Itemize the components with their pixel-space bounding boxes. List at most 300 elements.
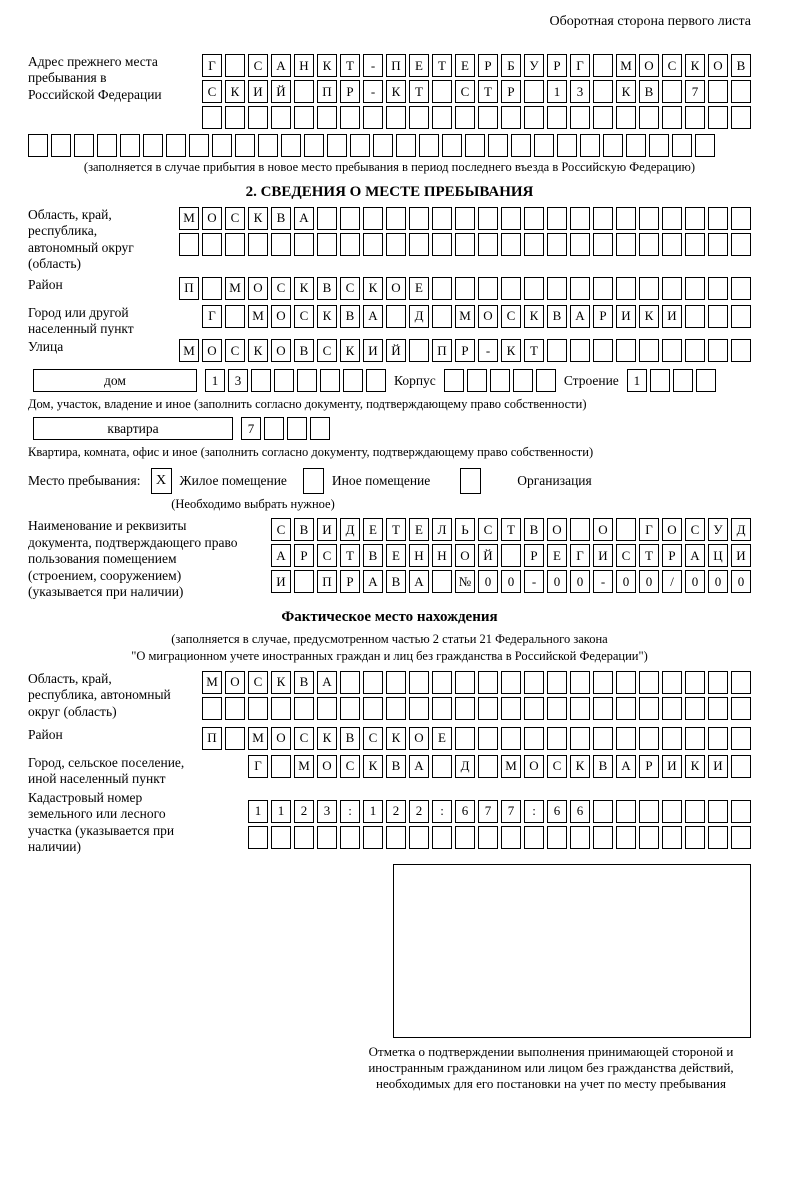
grid-cell [662,727,682,750]
grid-cell: Т [340,544,360,567]
grid-cell [264,417,284,440]
grid-cell [258,134,278,157]
grid-cell [343,369,363,392]
grid-cell: С [662,54,682,77]
grid-cell [708,727,728,750]
grid-cell: Д [731,518,751,541]
grid-cell: Т [524,339,544,362]
stay-type-block [28,468,751,494]
grid-cell [340,233,360,256]
grid-cell [248,697,268,720]
grid-cell: - [363,80,383,103]
grid-cell: Д [340,518,360,541]
grid-cell: В [294,339,314,362]
grid-cell [478,697,498,720]
grid-cell [432,233,452,256]
grid-cell: У [708,518,728,541]
grid-cell [442,134,462,157]
grid-cell [271,697,291,720]
grid-cell [639,106,659,129]
grid-cell: Р [455,339,475,362]
cadastral-grid [248,800,751,852]
grid-cell [51,134,71,157]
grid-cell [202,697,222,720]
grid-cell: К [501,339,521,362]
grid-cell: О [317,755,337,778]
district-grid [179,277,751,300]
grid-cell [432,277,452,300]
grid-cell [685,671,705,694]
grid-cell: 0 [731,570,751,593]
grid-cell: 3 [317,800,337,823]
grid-cell [396,134,416,157]
grid-cell [695,134,715,157]
grid-cell [166,134,186,157]
grid-cell [662,800,682,823]
grid-cell: Е [386,544,406,567]
grid-cell: К [225,80,245,103]
grid-cell: М [202,671,222,694]
grid-cell [547,671,567,694]
grid-cell: 7 [478,800,498,823]
grid-cell: В [340,305,360,328]
grid-cell [386,305,406,328]
grid-cell: М [248,305,268,328]
grid-cell [317,233,337,256]
grid-cell: В [547,305,567,328]
grid-cell: - [593,570,613,593]
grid-cell [593,727,613,750]
grid-cell: С [363,727,383,750]
grid-cell: В [593,755,613,778]
grid-cell: М [294,755,314,778]
grid-cell: Т [432,54,452,77]
grid-cell [685,697,705,720]
grid-cell: О [524,755,544,778]
grid-cell: Е [547,544,567,567]
grid-cell: Т [386,518,406,541]
grid-cell [650,369,670,392]
grid-cell [363,233,383,256]
grid-cell: С [225,207,245,230]
grid-cell: В [294,518,314,541]
grid-cell: И [593,544,613,567]
grid-cell [570,277,590,300]
grid-cell [685,339,705,362]
grid-cell [673,369,693,392]
grid-cell [524,826,544,849]
fact-region-row-2 [202,697,751,720]
section3-heading: Фактическое место нахождения [281,608,498,625]
fact-region-row-1 [202,671,751,694]
grid-cell [340,826,360,849]
grid-cell [467,369,487,392]
grid-cell [639,233,659,256]
grid-cell [455,207,475,230]
grid-cell: В [340,727,360,750]
grid-cell: Т [501,518,521,541]
prev-address-block [28,54,751,132]
grid-cell: А [294,207,314,230]
grid-cell [524,697,544,720]
grid-cell: С [248,54,268,77]
grid-cell [708,697,728,720]
grid-cell: Й [478,544,498,567]
house-note: Дом, участок, владение и иное (заполнить согласно документу, подтверждающему право собственности) [28,397,587,412]
grid-cell: 0 [478,570,498,593]
grid-cell [696,369,716,392]
grid-cell: П [432,339,452,362]
document-row-1 [271,518,751,541]
grid-cell [570,671,590,694]
grid-cell: Р [662,544,682,567]
grid-cell: 0 [708,570,728,593]
region-label: Область, край, республика, автономный округ (область) [28,206,134,272]
grid-cell [524,277,544,300]
grid-cell [225,727,245,750]
grid-cell: К [639,305,659,328]
grid-cell: 6 [547,800,567,823]
prev-address-label: Адрес прежнего места пребывания в Российской Федерации [28,54,162,102]
grid-cell: С [685,518,705,541]
grid-cell [386,697,406,720]
grid-cell [501,727,521,750]
grid-cell [225,305,245,328]
grid-cell: Д [409,305,429,328]
grid-cell [455,671,475,694]
grid-cell: А [363,305,383,328]
grid-cell [662,233,682,256]
grid-cell: 6 [570,800,590,823]
region-row-1 [179,207,751,230]
grid-cell [432,80,452,103]
fact-city-label: Город, сельское поселение, иной населенный пункт [28,754,185,787]
grid-cell [478,671,498,694]
grid-cell: Ц [708,544,728,567]
grid-cell [444,369,464,392]
grid-cell: 0 [570,570,590,593]
grid-cell: С [248,671,268,694]
grid-cell: О [225,671,245,694]
fact-district-label: Район [28,726,63,742]
grid-cell: Е [409,54,429,77]
grid-cell [639,207,659,230]
grid-cell: О [547,518,567,541]
grid-cell: Й [271,80,291,103]
stay-type-label: Место пребывания: [28,472,141,488]
grid-cell: К [386,727,406,750]
grid-cell: О [593,518,613,541]
grid-cell: С [294,727,314,750]
grid-cell [294,233,314,256]
grid-cell: Б [501,54,521,77]
grid-cell [271,106,291,129]
grid-cell: 1 [547,80,567,103]
grid-cell [225,233,245,256]
grid-cell: К [317,727,337,750]
grid-cell [501,544,521,567]
grid-cell [731,207,751,230]
stay-option-residential-checkbox: X [151,468,172,494]
grid-cell [524,233,544,256]
grid-cell [662,80,682,103]
grid-cell [501,233,521,256]
grid-cell [662,671,682,694]
city-label: Город или другой населенный пункт [28,304,134,336]
grid-cell: / [662,570,682,593]
grid-cell: Т [639,544,659,567]
grid-cell [593,697,613,720]
grid-cell: Л [432,518,452,541]
document-label: Наименование и реквизиты документа, подтверждающего право пользования помещением (строением, сооружением) (указывается при наличии) [28,518,238,600]
grid-cell [524,207,544,230]
grid-cell: И [248,80,268,103]
prev-address-note: (заполняется в случае прибытия в новое место пребывания в период последнего въезда в Российскую Федерацию) [83,160,696,174]
grid-cell [547,826,567,849]
grid-cell [386,207,406,230]
grid-cell [320,369,340,392]
grid-cell: Ь [455,518,475,541]
grid-cell: Е [432,727,452,750]
stay-option-organization-checkbox [460,468,481,494]
grid-cell: И [708,755,728,778]
apartment-note: Квартира, комната, офис и иное (заполнить согласно документу, подтверждающему право собственности) [28,445,594,460]
section3-note-1: (заполняется в случае, предусмотренном частью 2 статьи 21 Федерального закона [171,631,608,646]
section2-heading: 2. СВЕДЕНИЯ О МЕСТЕ ПРЕБЫВАНИЯ [245,183,534,200]
stay-option-residential-label: Жилое помещение [179,472,287,488]
grid-cell [534,134,554,157]
grid-cell [409,697,429,720]
grid-cell: В [524,518,544,541]
grid-cell [386,106,406,129]
grid-cell: И [271,570,291,593]
grid-cell: О [409,727,429,750]
grid-cell: О [271,727,291,750]
grid-cell: С [202,80,222,103]
grid-cell [248,106,268,129]
grid-cell [593,339,613,362]
grid-cell [409,671,429,694]
grid-cell: - [363,54,383,77]
grid-cell [465,134,485,157]
grid-cell [248,233,268,256]
grid-cell [708,339,728,362]
grid-cell: М [179,339,199,362]
grid-cell: 3 [570,80,590,103]
grid-cell [455,727,475,750]
grid-cell: 0 [685,570,705,593]
grid-cell [685,233,705,256]
grid-cell: В [294,671,314,694]
grid-cell [731,727,751,750]
grid-cell: Г [202,305,222,328]
document-grid [271,518,751,596]
grid-cell [271,826,291,849]
grid-cell [524,727,544,750]
grid-cell [708,826,728,849]
grid-cell [179,233,199,256]
grid-cell: Р [294,544,314,567]
grid-cell: С [478,518,498,541]
grid-cell: К [524,305,544,328]
prev-address-grid [202,54,751,132]
grid-cell: К [616,80,636,103]
grid-cell [488,134,508,157]
grid-cell [662,697,682,720]
grid-cell: П [202,727,222,750]
grid-cell: М [616,54,636,77]
city-block [28,305,751,338]
grid-cell: А [363,570,383,593]
grid-cell [501,697,521,720]
grid-cell: И [317,518,337,541]
region-block [28,207,751,273]
grid-cell [287,417,307,440]
stay-type-note: (Необходимо выбрать нужное) [171,496,335,511]
grid-cell [501,277,521,300]
district-block [28,277,751,303]
grid-cell: А [317,671,337,694]
street-label: Улица [28,339,64,355]
grid-cell: Е [409,277,429,300]
grid-cell: А [616,755,636,778]
grid-cell [478,207,498,230]
grid-cell: : [524,800,544,823]
grid-cell [409,207,429,230]
region-row-2 [179,233,751,256]
grid-cell: О [271,305,291,328]
grid-cell: 7 [685,80,705,103]
document-block [28,518,751,600]
grid-cell [419,134,439,157]
grid-cell [731,826,751,849]
grid-cell [294,697,314,720]
grid-cell [274,369,294,392]
grid-cell [731,305,751,328]
grid-cell [570,697,590,720]
grid-cell [662,339,682,362]
grid-cell [455,826,475,849]
grid-cell: М [501,755,521,778]
grid-cell [340,697,360,720]
grid-cell [708,671,728,694]
grid-cell [363,106,383,129]
grid-cell: Р [593,305,613,328]
grid-cell [708,305,728,328]
grid-cell: О [455,544,475,567]
grid-cell [409,826,429,849]
grid-cell: В [317,277,337,300]
grid-cell [455,277,475,300]
grid-cell [363,671,383,694]
grid-cell: С [294,305,314,328]
grid-cell: П [317,570,337,593]
grid-cell [432,826,452,849]
grid-cell [639,826,659,849]
cadastral-label: Кадастровый номер земельного или лесного участка (указывается при наличии) [28,789,175,855]
grid-cell [120,134,140,157]
grid-cell: Т [478,80,498,103]
grid-cell [294,570,314,593]
grid-cell [202,277,222,300]
grid-cell: 1 [627,369,647,392]
grid-cell: О [662,518,682,541]
house-box-label: дом [33,369,197,392]
grid-cell [524,671,544,694]
grid-cell: Р [340,570,360,593]
grid-cell: О [708,54,728,77]
grid-cell [731,277,751,300]
grid-cell: П [179,277,199,300]
grid-cell [271,233,291,256]
grid-cell [432,207,452,230]
grid-cell [189,134,209,157]
grid-cell: О [271,339,291,362]
grid-cell [593,80,613,103]
grid-cell: А [271,544,291,567]
grid-cell [340,671,360,694]
grid-cell [225,697,245,720]
grid-cell [432,305,452,328]
grid-cell [662,277,682,300]
grid-cell [570,518,590,541]
grid-cell [432,755,452,778]
grid-cell: Т [340,54,360,77]
grid-cell: С [271,518,291,541]
prev-address-row-2 [202,80,751,103]
grid-cell [616,727,636,750]
grid-cell: В [386,570,406,593]
grid-cell: С [271,277,291,300]
grid-cell [616,697,636,720]
fact-region-block [28,671,751,723]
grid-cell: И [731,544,751,567]
prev-address-row-4 [28,134,751,157]
grid-cell: П [317,80,337,103]
grid-cell [478,755,498,778]
grid-cell [570,106,590,129]
fact-city-grid [248,755,751,778]
grid-cell [547,277,567,300]
grid-cell [455,697,475,720]
grid-cell [570,339,590,362]
grid-cell [616,233,636,256]
grid-cell [731,80,751,103]
grid-cell [310,417,330,440]
grid-cell: К [685,54,705,77]
grid-cell [524,106,544,129]
grid-cell [536,369,556,392]
grid-cell: О [478,305,498,328]
grid-cell [478,233,498,256]
grid-cell [409,233,429,256]
cadastral-block [28,790,751,856]
grid-cell: О [202,207,222,230]
grid-cell [271,755,291,778]
grid-cell [731,755,751,778]
grid-cell: С [455,80,475,103]
grid-cell [478,277,498,300]
grid-cell [350,134,370,157]
grid-cell [478,727,498,750]
grid-cell [593,233,613,256]
grid-cell [363,697,383,720]
grid-cell [570,727,590,750]
apartment-cells [241,417,330,440]
grid-cell: С [340,755,360,778]
house-block [33,369,751,395]
grid-cell [432,570,452,593]
